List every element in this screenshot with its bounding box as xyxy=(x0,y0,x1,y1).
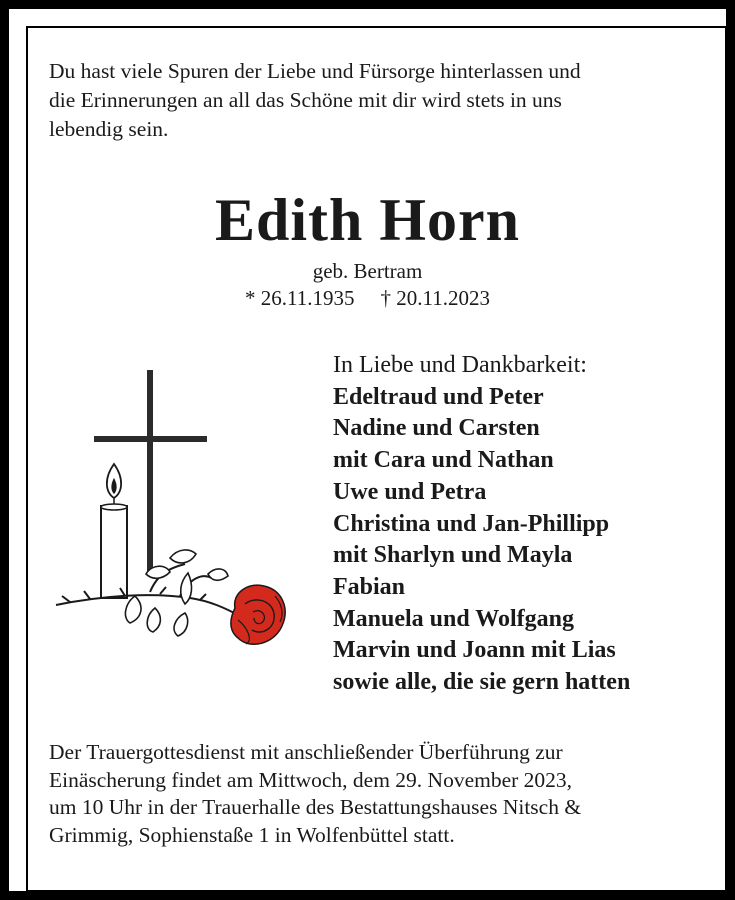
mourner-name: Nadine und Carsten xyxy=(333,415,540,442)
mourners-list xyxy=(333,350,713,699)
service-line: Einäscherung findet am Mittwoch, dem 29. November 2023, xyxy=(49,767,573,792)
birth-date: * 26.11.1935 xyxy=(245,286,355,310)
mourner-name: mit Sharlyn und Mayla xyxy=(333,542,573,569)
memorial-illustration-svg xyxy=(50,368,290,668)
maiden-name: geb. Bertram xyxy=(312,259,423,283)
deceased-name: Edith Horn xyxy=(214,187,521,253)
rose-leaves xyxy=(125,550,228,636)
intro-line: die Erinnerungen an all das Schöne mit dir wird stets in uns xyxy=(49,88,562,112)
intro-line: Du hast viele Spuren der Liebe und Fürsorge hinterlassen und xyxy=(49,59,581,83)
rose-icon xyxy=(231,585,285,644)
death-date: † 20.11.2023 xyxy=(380,286,490,310)
life-dates xyxy=(0,286,735,310)
mourner-name: sowie alle, die sie gern hatten xyxy=(333,669,631,696)
mourner-name: Marvin und Joann mit Lias xyxy=(333,637,616,664)
intro-line: lebendig sein. xyxy=(49,117,169,141)
mourner-name: Manuela und Wolfgang xyxy=(333,605,574,632)
mourner-name: Uwe und Petra xyxy=(333,478,487,505)
memorial-illustration xyxy=(50,368,290,668)
candle-icon xyxy=(101,464,127,598)
service-line: um 10 Uhr in der Trauerhalle des Bestattungshauses Nitsch & xyxy=(49,795,582,819)
mourner-name: Fabian xyxy=(333,573,406,600)
service-announcement xyxy=(49,739,686,849)
mourner-name: Christina und Jan-Phillipp xyxy=(333,510,610,537)
intro-text xyxy=(49,57,689,144)
service-line: Grimmig, Sophienstaße 1 in Wolfenbüttel statt. xyxy=(49,822,455,847)
mourners-lead: In Liebe und Dankbarkeit: xyxy=(333,352,587,378)
service-line: Der Trauergottesdienst mit anschließender Überführung zur xyxy=(49,740,563,764)
mourner-name: mit Cara und Nathan xyxy=(333,447,554,474)
mourner-name: Edeltraud und Peter xyxy=(333,383,544,410)
